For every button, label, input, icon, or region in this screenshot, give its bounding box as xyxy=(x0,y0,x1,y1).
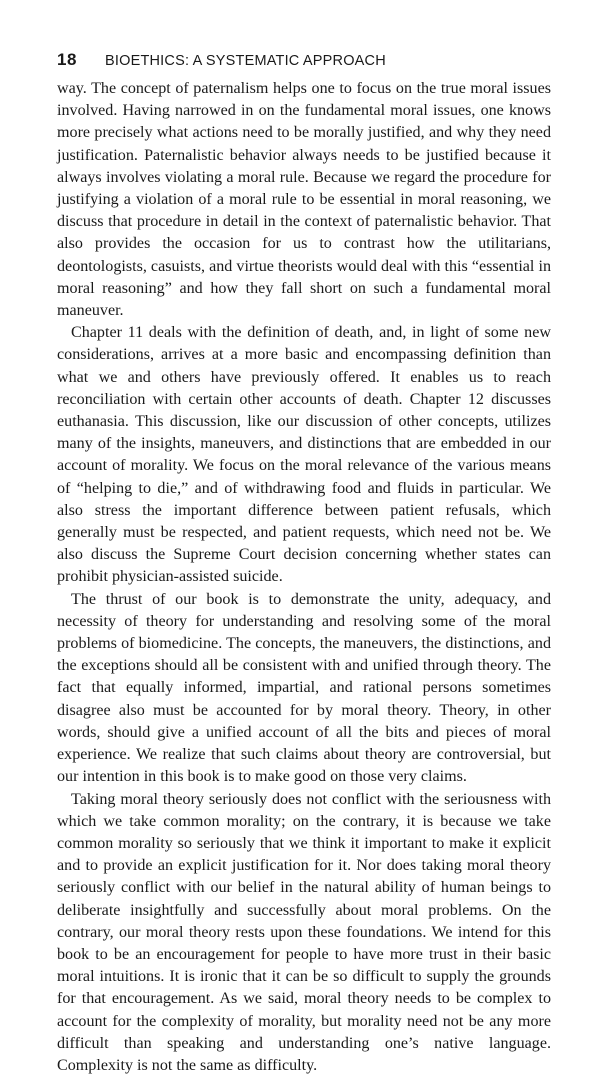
paragraph-moral-theory: Taking moral theory seriously does not conflict with the seriousness with which we take common morality; on the contrary, it is because we take common morality so seriously that we think it important to make it explicit and to provide an explicit justification for it. Nor does taking moral theory seriously conflict with our belief in the natural ability of human beings to deliberate insightfully and successfully about moral problems. On the contrary, our moral theory rests upon these foundations. We intend for this book to be an encouragement for people to have more trust in their basic moral intuitions. It is ironic that it can be so difficult to supply the grounds for that encouragement. As we said, moral theory needs to be complex to account for the complexity of morality, but morality need not be any more difficult than speaking and understanding one’s native language. Complexity is not the same as difficulty. xyxy=(57,789,551,1077)
body-text xyxy=(57,78,551,1077)
paragraph-thrust-of-book: The thrust of our book is to demonstrate the unity, adequacy, and necessity of theory for understanding and resolving some of the moral problems of biomedicine. The concepts, the maneuvers, the distinctions, and the exceptions should all be consistent with and unified through theory. The fact that equally informed, impartial, and rational persons sometimes disagree also must be accounted for by moral theory. Theory, in other words, should give a unified account of all the bits and pieces of moral experience. We realize that such claims about theory are controversial, but our intention in this book is to make good on those very claims. xyxy=(57,589,551,789)
page-number: 18 xyxy=(57,50,105,70)
paragraph-chapter-overview: Chapter 11 deals with the definition of death, and, in light of some new considerations, arrives at a more basic and encompassing definition than what we and others have previously offered. It enables us to reach reconciliation with certain other accounts of death. Chapter 12 discusses euthanasia. This discussion, like our discussion of other concepts, utilizes many of the insights, maneuvers, and distinctions that are embedded in our account of morality. We focus on the moral relevance of the various means of “helping to die,” and of withdrawing food and fluids in particular. We also stress the important difference between patient refusals, which generally must be respected, and patient requests, which need not be. We also discuss the Supreme Court decision concerning whether states can prohibit physician-assisted suicide. xyxy=(57,322,551,588)
running-title: BIOETHICS: A SYSTEMATIC APPROACH xyxy=(105,53,386,69)
running-head xyxy=(57,50,557,74)
paragraph-continuation: way. The concept of paternalism helps one to focus on the true moral issues involved. Having narrowed in on the fundamental moral issues, one knows more precisely what actions need to be morally justified, and why they need justification. Paternalistic behavior always needs to be justified because it always involves violating a moral rule. Because we regard the procedure for justifying a violation of a moral rule to be essential in moral reasoning, we discuss that procedure in detail in the context of paternalistic behavior. That also provides the occasion for us to contrast how the utilitarians, deontologists, casuists, and virtue theorists would deal with this “essential in moral reasoning” and how they fall short on such a fundamental moral maneuver. xyxy=(57,78,551,322)
